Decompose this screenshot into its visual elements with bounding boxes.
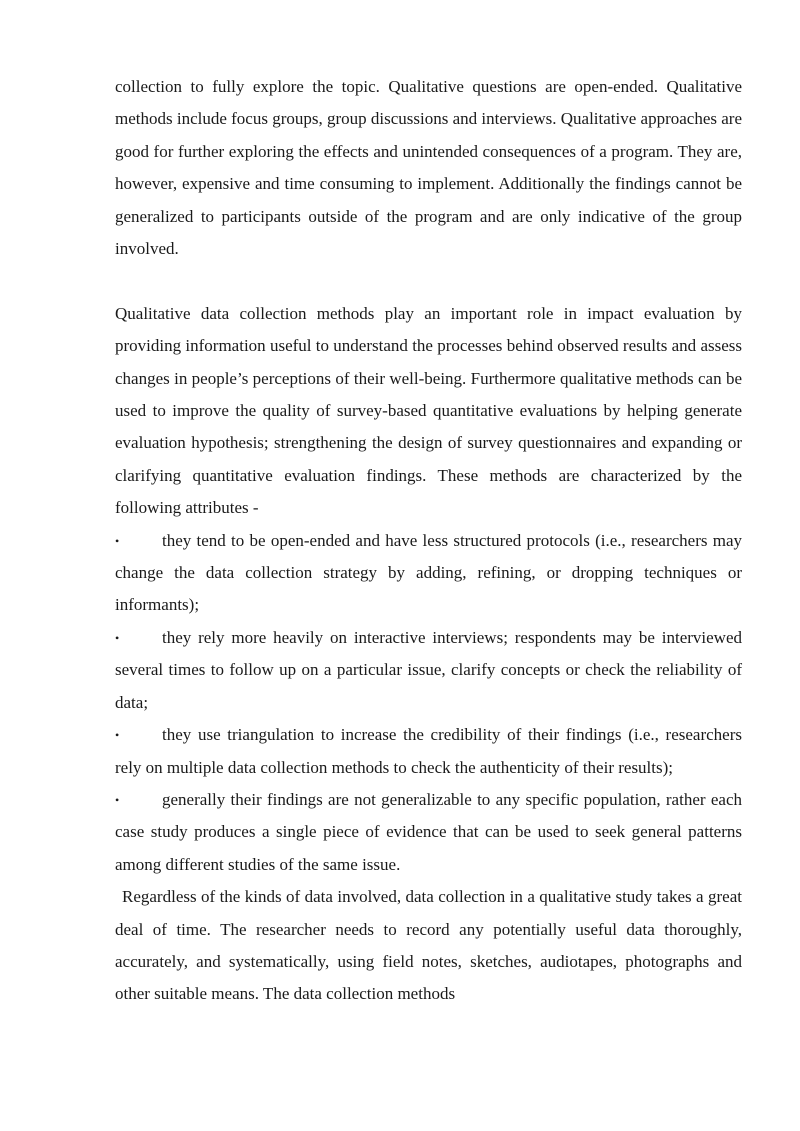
bullet-mark: • xyxy=(115,630,120,645)
paragraph-qualitative-impact-evaluation: Qualitative data collection methods play an important role in impact evaluation by providing information useful to understand the processes behind observed results and assess changes in people’s perceptions of their well-being. Furthermore qualitative methods can be used to improve the quality of survey-based quantitative evaluations by helping generate evaluation hypothesis; strengthening the design of survey questionnaires and expanding or clarifying quantitative evaluation findings. These methods are characterized by the following attributes - xyxy=(115,303,742,518)
attributes-bullet-list xyxy=(115,525,742,881)
bullet-mark: • xyxy=(115,533,120,548)
bullet-mark: • xyxy=(115,792,120,807)
bullet-item-open-ended xyxy=(115,525,742,622)
paragraph-data-collection-time: Regardless of the kinds of data involved, data collection in a qualitative study takes a great deal of time. The researcher needs to record any potentially useful data thoroughly, accurately, and systematically, using field notes, sketches, audiotapes, photographs and other suitable means. The data collection methods xyxy=(115,887,742,1004)
bullet-text: they use triangulation to increase the credibility of their findings (i.e., researchers rely on multiple data collection methods to check the authenticity of their results); xyxy=(115,725,742,777)
bullet-item-interactive-interviews xyxy=(115,622,742,719)
bullet-item-not-generalizable xyxy=(115,784,742,881)
bullet-mark: • xyxy=(115,728,120,743)
bullet-item-triangulation xyxy=(115,719,742,784)
bullet-text: they rely more heavily on interactive interviews; respondents may be interviewed several times to follow up on a particular issue, clarify concepts or check the reliability of data; xyxy=(115,627,742,712)
bullet-text: they tend to be open-ended and have less structured protocols (i.e., researchers may change the data collection strategy by adding, refining, or dropping techniques or informants); xyxy=(115,530,742,615)
bullet-text: generally their findings are not generalizable to any specific population, rather each case study produces a single piece of evidence that can be used to seek general patterns among different studies of the same issue. xyxy=(115,789,742,874)
document-body xyxy=(115,71,742,1011)
paragraph-qualitative-methods-overview: collection to fully explore the topic. Qualitative questions are open-ended. Qualitative methods include focus groups, group discussions and interviews. Qualitative approaches are good for further exploring the effects and unintended consequences of a program. They are, however, expensive and time consuming to implement. Additionally the findings cannot be generalized to participants outside of the program and are only indicative of the group involved. xyxy=(115,77,742,259)
